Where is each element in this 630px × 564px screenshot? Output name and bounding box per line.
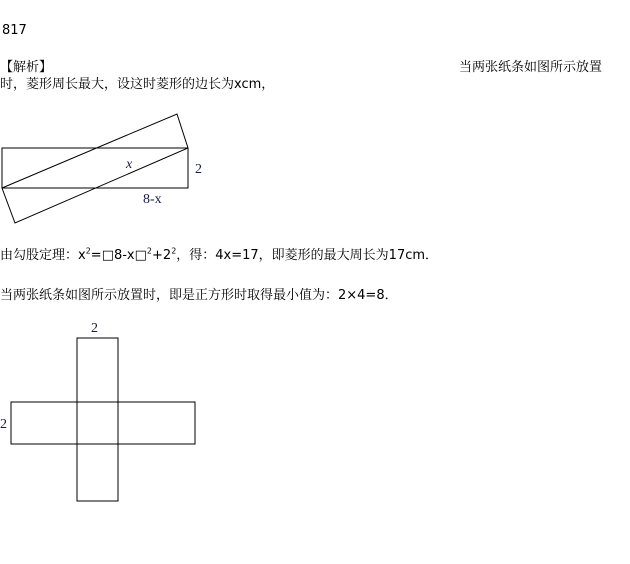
equation-exponent-2: 2 — [146, 246, 153, 256]
equation-prefix: 由勾股定理：x — [0, 248, 86, 263]
analysis-label: 【解析】 — [0, 60, 53, 75]
label-left-width: 2 — [0, 417, 7, 432]
analysis-intro-right: 当两张纸条如图所示放置 — [459, 60, 603, 75]
square-strips-figure — [0, 318, 220, 518]
pythagorean-equation — [0, 248, 438, 264]
vertical-strip — [77, 338, 118, 501]
label-x: x — [126, 157, 133, 172]
label-top-width: 2 — [91, 321, 98, 336]
horizontal-strip — [2, 148, 188, 188]
label-strip-width: 2 — [195, 162, 202, 177]
equation-plus: +2 — [152, 248, 172, 263]
horizontal-strip-cross — [11, 402, 195, 444]
equation-exponent-1: 2 — [85, 246, 91, 256]
label-eight-minus-x: 8-x — [143, 192, 162, 207]
minimum-statement: 当两张纸条如图所示放置时，即是正方形时取得最小值为：2×4=8． — [0, 288, 398, 303]
equation-middle: =□8-x□ — [90, 248, 147, 263]
analysis-intro-line2: 时，菱形周长最大，设这时菱形的边长为xcm， — [0, 77, 275, 92]
equation-suffix: ，得：4x=17，即菱形的最大周长为17cm． — [176, 248, 439, 263]
rhombus-strips-figure — [0, 105, 230, 235]
problem-number: 817 — [2, 23, 27, 38]
equation-exponent-3: 2 — [171, 246, 177, 256]
